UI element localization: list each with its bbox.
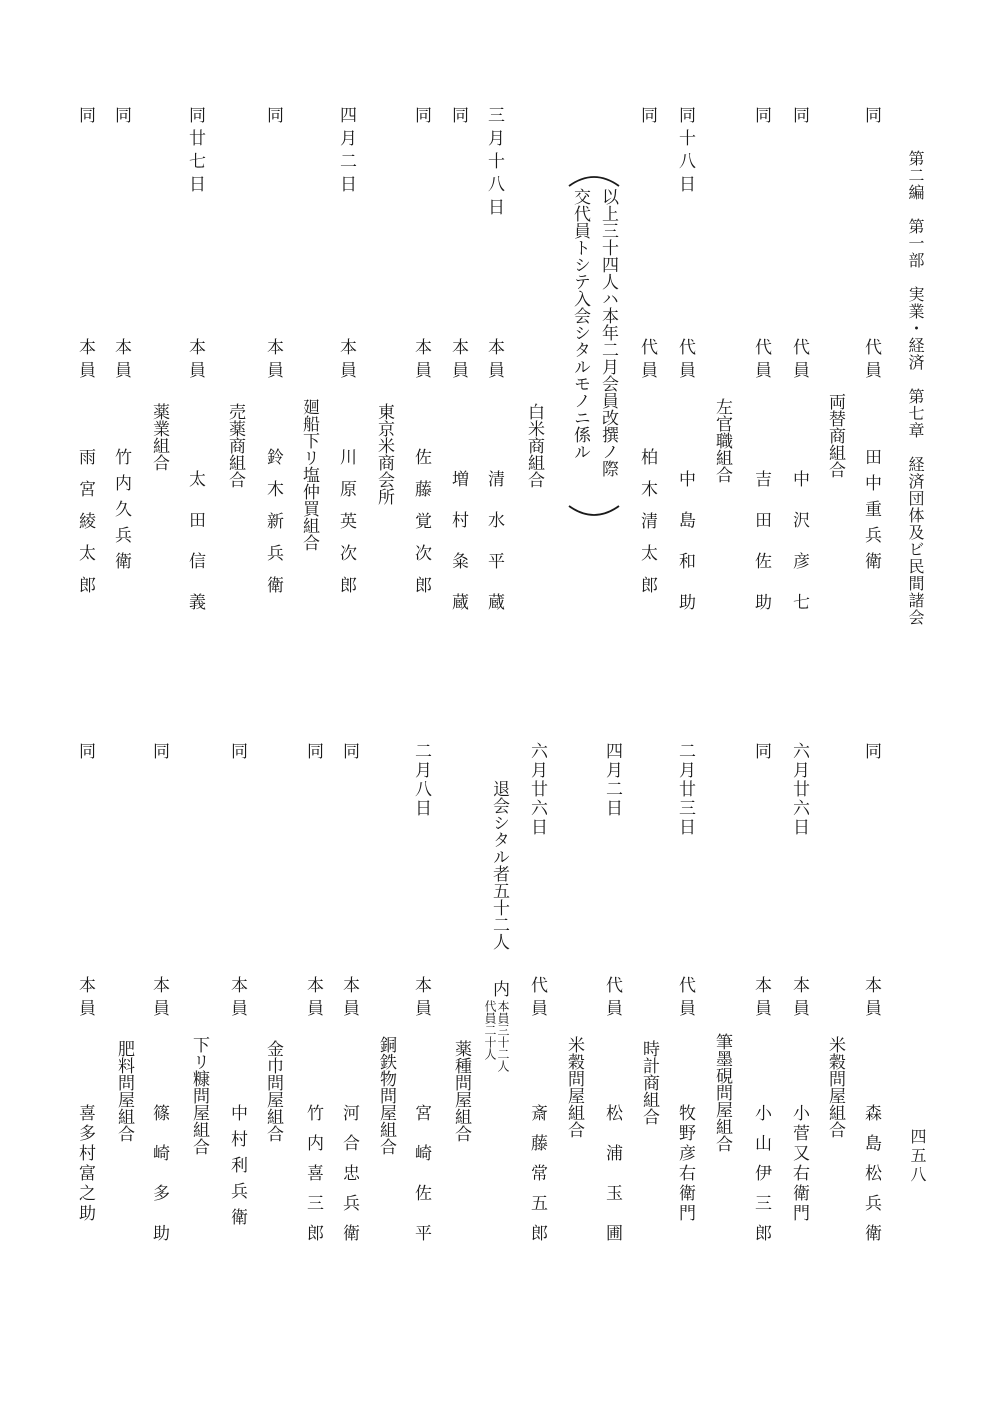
entry-date: 同	[149, 742, 169, 765]
member-role: 本員	[111, 338, 131, 384]
member-role: 本員	[411, 338, 431, 384]
member-name: 喜多村富之助	[75, 1104, 95, 1224]
entry-date: 四月二日	[336, 106, 356, 198]
member-role: 本員	[336, 338, 356, 384]
note-line: 交代員トシテ入会シタルモノニ係ル	[570, 188, 590, 460]
entry-date: 同	[448, 106, 468, 129]
member-role: 本員	[75, 338, 95, 384]
entry-date: 同	[751, 106, 771, 129]
member-role: 本員	[411, 976, 431, 1022]
member-role: 本員	[227, 976, 247, 1022]
entry-date: 二月八日	[411, 742, 431, 818]
member-role: 代員	[527, 976, 547, 1022]
member-role: 代員	[861, 338, 881, 384]
member-name: 小山伊三郎	[751, 1104, 771, 1254]
withdrawal-breakdown-label: 内	[489, 980, 509, 997]
member-name: 中沢彦七	[789, 470, 809, 634]
org-label: 薬業組合	[149, 403, 169, 471]
org-label: 米穀問屋組合	[564, 1036, 584, 1138]
member-role: 代員	[675, 976, 695, 1022]
member-name: 竹内喜三郎	[303, 1104, 323, 1254]
withdrawal-note: 退会シタル者五十二人	[489, 780, 509, 950]
org-label: 両替商組合	[825, 393, 845, 478]
member-role: 代員	[675, 338, 695, 384]
member-name: 吉田佐助	[751, 470, 771, 634]
member-name: 雨宮綾太郎	[75, 448, 95, 608]
entry-date: 同	[75, 742, 95, 765]
withdrawal-honin: 本員三十二人	[496, 1000, 510, 1072]
org-label: 白米商組合	[524, 403, 544, 488]
org-label: 東京米商会所	[374, 403, 394, 505]
member-name: 森島松兵衛	[861, 1104, 881, 1254]
member-name: 中島和助	[675, 470, 695, 634]
member-role: 本員	[789, 976, 809, 1022]
member-role: 本員	[149, 976, 169, 1022]
entry-date: 同	[411, 106, 431, 129]
member-role: 代員	[602, 976, 622, 1022]
entry-date: 六月廿六日	[789, 742, 809, 837]
member-name: 柏木清太郎	[637, 448, 657, 608]
member-name: 太田信義	[185, 470, 205, 634]
entry-date: 同	[263, 106, 283, 129]
entry-date: 同廿七日	[185, 106, 205, 198]
member-name: 中村利兵衛	[227, 1104, 247, 1234]
member-name: 松浦玉圃	[602, 1104, 622, 1264]
member-role: 本員	[448, 338, 468, 384]
member-role: 本員	[484, 338, 504, 384]
org-label: 肥料問屋組合	[114, 1040, 134, 1142]
member-role: 本員	[263, 338, 283, 384]
running-title: 第二編 第一部 実業・経済 第七章 経済団体及ビ民間諸会	[906, 150, 925, 626]
org-label: 米穀問屋組合	[825, 1036, 845, 1138]
org-label: 左官職組合	[712, 398, 732, 483]
member-role: 本員	[751, 976, 771, 1022]
member-role: 本員	[303, 976, 323, 1022]
member-name: 宮崎佐平	[411, 1104, 431, 1264]
member-name: 斎藤常五郎	[527, 1104, 547, 1254]
org-label: 筆墨硯問屋組合	[712, 1033, 732, 1152]
entry-date: 同	[303, 742, 323, 765]
entry-date: 同	[861, 106, 881, 129]
member-role: 本員	[861, 976, 881, 1022]
entry-date: 同	[111, 106, 131, 129]
member-role: 代員	[751, 338, 771, 384]
entry-date: 三月十八日	[484, 106, 504, 221]
member-role: 代員	[789, 338, 809, 384]
org-label: 下リ糠問屋組合	[189, 1036, 209, 1155]
member-name: 清水平蔵	[484, 470, 504, 634]
entry-date: 同	[75, 106, 95, 129]
withdrawal-daiin: 代員二十人	[483, 1000, 497, 1060]
org-label: 売薬商組合	[225, 403, 245, 488]
page-number: 四五八	[908, 1128, 927, 1185]
member-role: 本員	[185, 338, 205, 384]
entry-date: 同	[227, 742, 247, 765]
member-name: 篠崎多助	[149, 1104, 169, 1264]
entry-date: 六月廿六日	[527, 742, 547, 837]
membership-note	[563, 172, 625, 520]
entry-date: 同	[339, 742, 359, 765]
member-name: 小菅又右衛門	[789, 1104, 809, 1224]
org-label: 時計商組合	[639, 1040, 659, 1125]
member-role: 代員	[637, 338, 657, 384]
org-label: 金巾問屋組合	[263, 1040, 283, 1142]
note-line: 以上三十四人ハ本年二月会員改撰ノ際	[598, 188, 618, 477]
member-role: 本員	[339, 976, 359, 1022]
member-name: 河合忠兵衛	[339, 1104, 359, 1254]
org-label: 廻船下リ塩仲買組合	[299, 398, 319, 551]
org-label: 薬種問屋組合	[451, 1040, 471, 1142]
entry-date: 二月廿三日	[675, 742, 695, 837]
member-name: 増村粂蔵	[448, 470, 468, 634]
org-label: 銅鉄物問屋組合	[376, 1036, 396, 1155]
member-name: 牧野彦右衛門	[675, 1104, 695, 1224]
member-name: 鈴木新兵衛	[263, 448, 283, 608]
entry-date: 四月二日	[602, 742, 622, 818]
entry-date: 同十八日	[675, 106, 695, 198]
entry-date: 同	[861, 742, 881, 765]
member-role: 本員	[75, 976, 95, 1022]
entry-date: 同	[751, 742, 771, 765]
entry-date: 同	[637, 106, 657, 129]
member-name: 川原英次郎	[336, 448, 356, 608]
member-name: 佐藤覚次郎	[411, 448, 431, 608]
member-name: 田中重兵衛	[861, 448, 881, 578]
entry-date: 同	[789, 106, 809, 129]
member-name: 竹内久兵衛	[111, 448, 131, 578]
